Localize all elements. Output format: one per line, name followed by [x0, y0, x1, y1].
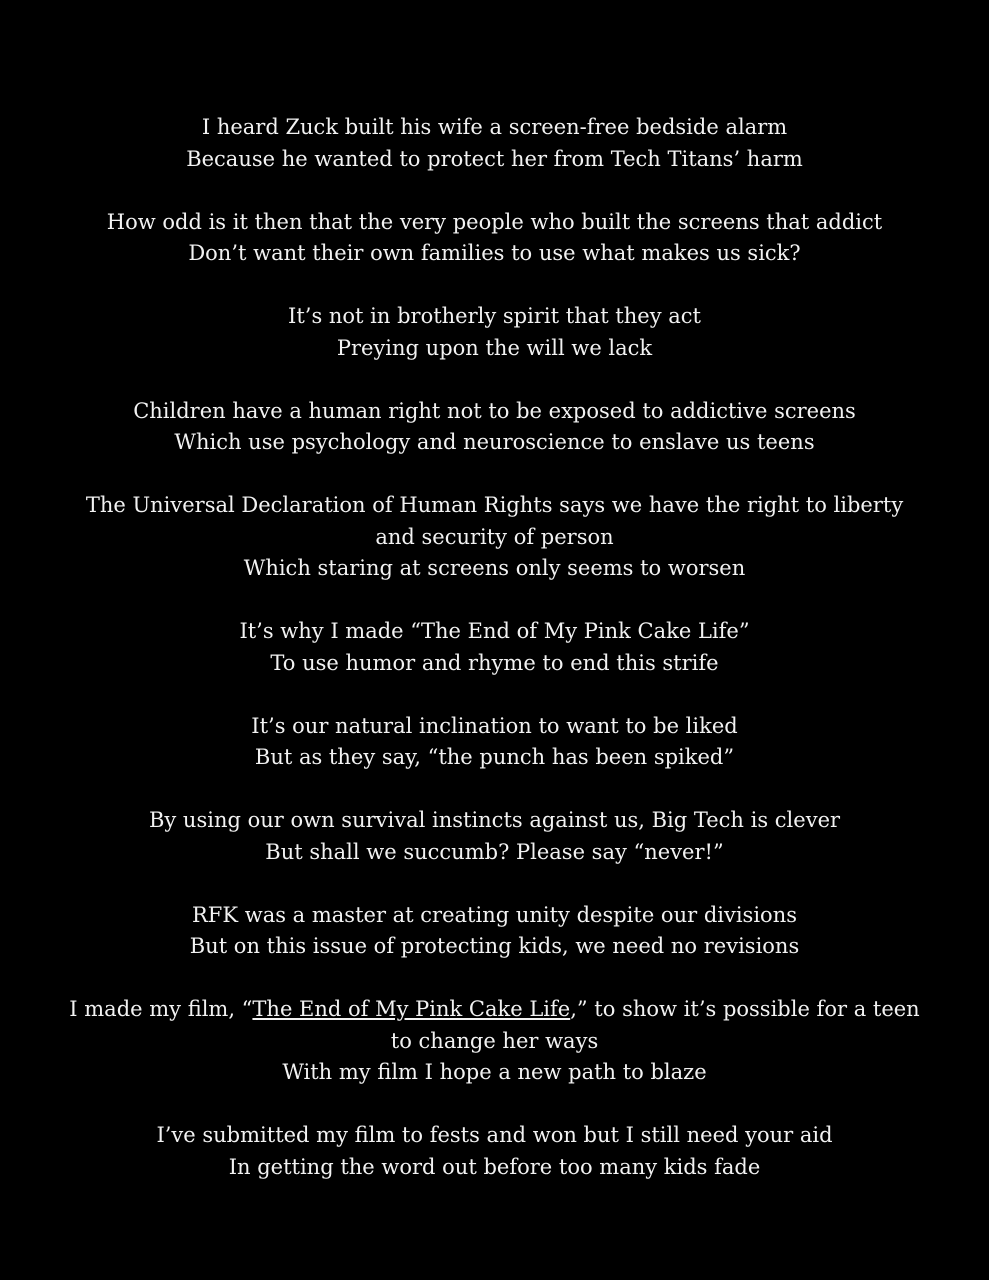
film-line-before: I made my film, “ [69, 997, 253, 1021]
poem-line: With my film I hope a new path to blaze [282, 1060, 707, 1084]
poem-line: The Universal Declaration of Human Rights says we have the right to liberty [85, 493, 904, 517]
stanza [0, 490, 989, 585]
poem-line: I’ve submitted my film to fests and won but I still need your aid [156, 1123, 833, 1147]
poem-line: RFK was a master at creating unity despite our divisions [191, 902, 797, 927]
stanza [0, 711, 989, 774]
stanza [0, 616, 989, 679]
poem-line: Preying upon the will we lack [336, 335, 653, 360]
stanza [0, 207, 989, 270]
stanza [0, 1120, 989, 1183]
stanza [0, 301, 989, 364]
film-line-after: ,” to show it’s possible for a teen [570, 997, 920, 1021]
film-title-link[interactable]: The End of My Pink Cake Life [252, 997, 571, 1021]
poem-line: and security of person [375, 524, 614, 549]
poem-line: But on this issue of protecting kids, we need no revisions [189, 934, 800, 958]
poem-line: How odd is it then that the very people who built the screens that addict [106, 209, 883, 234]
poem-line: It’s why I made “The End of My Pink Cake Life” [239, 619, 750, 643]
poem-line: Which use psychology and neuroscience to enslave us teens [174, 430, 815, 454]
poem-line: Which staring at screens only seems to worsen [243, 556, 746, 580]
poem-line: Children have a human right not to be exposed to addictive screens [133, 398, 856, 423]
poem-line: I heard Zuck built his wife a screen-free bedside alarm [201, 115, 788, 139]
stanza [0, 900, 989, 963]
poem-line: Don’t want their own families to use what makes us sick? [188, 241, 801, 265]
poem-line: It’s not in brotherly spirit that they act [288, 304, 701, 328]
stanza [0, 112, 989, 175]
poem-line: To use humor and rhyme to end this strife [270, 650, 719, 675]
poem [0, 112, 989, 1215]
poem-line: But shall we succumb? Please say “never!” [265, 839, 724, 864]
film-line [0, 994, 989, 1026]
poem-line: By using our own survival instincts against us, Big Tech is clever [148, 808, 841, 832]
poem-line: Because he wanted to protect her from Tech Titans’ harm [186, 146, 803, 171]
stanza [0, 994, 989, 1089]
poem-line: to change her ways [390, 1028, 599, 1053]
poem-line: It’s our natural inclination to want to be liked [251, 713, 738, 738]
poem-line: But as they say, “the punch has been spiked” [254, 745, 735, 769]
stanza [0, 396, 989, 459]
poem-line: In getting the word out before too many kids fade [228, 1154, 761, 1179]
stanza [0, 805, 989, 868]
